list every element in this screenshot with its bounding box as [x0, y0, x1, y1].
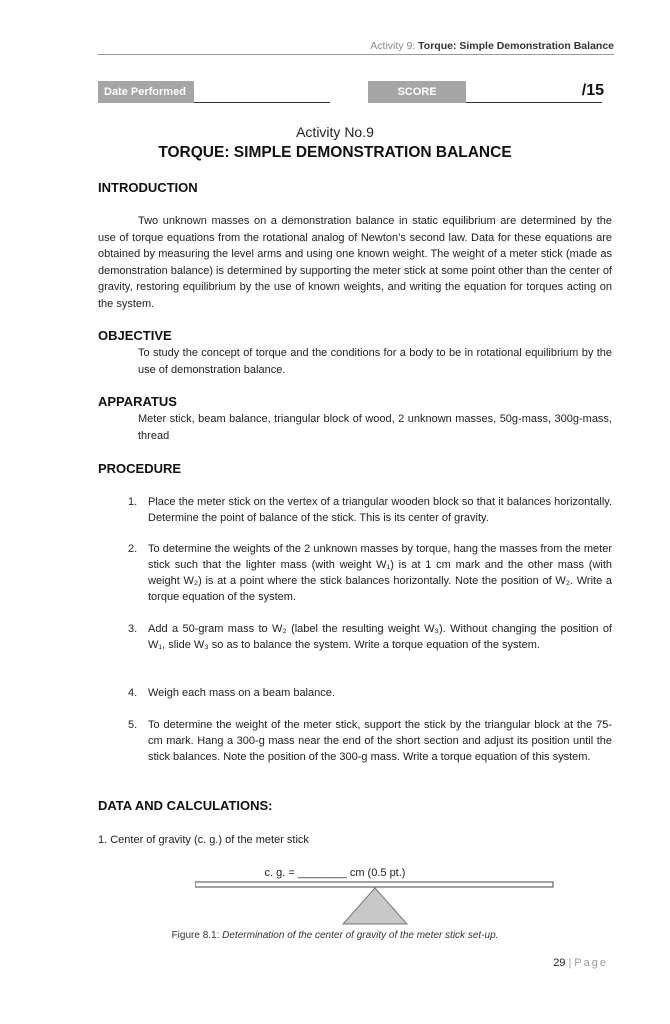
- procedure-step-number: 2.: [128, 543, 138, 555]
- page-title: TORQUE: SIMPLE DEMONSTRATION BALANCE: [158, 144, 512, 161]
- procedure-step-text: To determine the weights of the 2 unknown masses by torque, hang the masses from the meter stick such that the lighter mass (with weight W₁) is at 1 cm mark and the other mass (with weight W₂) is at a point where the stick balances horizontally. Note the position of W₂. Write a torque equation of the system.: [148, 543, 612, 603]
- objective-text: To study the concept of torque and the conditions for a body to be in rotational equilibrium by the use of demonstration balance.: [138, 347, 612, 376]
- triangular-block: [343, 888, 407, 924]
- procedure-step-text: Place the meter stick on the vertex of a triangular wooden block so that it balances horizontally. Determine the point of balance of the stick. This is its center of gravity.: [148, 496, 612, 524]
- date-performed-label: Date Performed: [98, 81, 194, 103]
- footer-separator: |: [568, 957, 572, 969]
- procedure-step-number: 4.: [128, 687, 138, 699]
- figure-caption-prefix: Figure 8.1:: [171, 930, 223, 941]
- meter-stick: [195, 882, 553, 887]
- procedure-step-4: [128, 685, 612, 701]
- header-title: Torque: Simple Demonstration Balance: [418, 40, 614, 52]
- page-footer: [553, 957, 608, 969]
- data-calculations-heading: DATA AND CALCULATIONS:: [98, 798, 273, 813]
- page-number: 29: [553, 957, 566, 969]
- center-of-gravity-blank: c. g. = ________ cm (0.5 pt.): [264, 867, 406, 879]
- objective-heading: OBJECTIVE: [98, 328, 172, 343]
- procedure-step-text: To determine the weight of the meter stick, support the stick by the triangular block at the 75-cm mark. Hang a 300-g mass near the end of the short section and adjust its position until the stick balances. Note the position of the 300-g mass. Write a torque equation of this system.: [148, 719, 612, 763]
- page-word: Page: [574, 957, 608, 969]
- score-row: [98, 81, 614, 103]
- score-total: /15: [581, 82, 604, 99]
- procedure-step-3: [128, 621, 612, 653]
- score-field: [466, 102, 602, 103]
- procedure-step-number: 5.: [128, 719, 138, 731]
- introduction-text: Two unknown masses on a demonstration balance in static equilibrium are determined by the use of torque equations from the rotational analog of Newton’s second law. Data for these equations are obtained by measuring the level arms and using one known weight. The weight of a meter stick (made as demonstration balance) is determined by supporting the meter stick at some point other than the center of gravity, restoring equilibrium by the use of known weights, and writing the equation for torques acting on the system.: [98, 215, 612, 310]
- procedure-step-1: [128, 494, 612, 526]
- running-header: [98, 40, 614, 55]
- apparatus-text: Meter stick, beam balance, triangular block of wood, 2 unknown masses, 50g-mass, 300g-mass, thread: [138, 413, 612, 442]
- procedure-step-5: [128, 717, 612, 765]
- procedure-step-2: [128, 541, 612, 605]
- procedure-heading: PROCEDURE: [98, 461, 182, 476]
- procedure-step-text: Add a 50-gram mass to W₂ (label the resulting weight W₃). Without changing the position of W₁, slide W₃ so as to balance the system. Write a torque equation of the system.: [148, 623, 612, 651]
- figure-caption: [0, 930, 670, 941]
- activity-number: Activity No.9: [296, 124, 374, 140]
- procedure-step-number: 1.: [128, 496, 138, 508]
- data-item-1: 1. Center of gravity (c. g.) of the meter stick: [98, 834, 309, 846]
- meter-stick-figure: [195, 880, 555, 928]
- date-performed-field: [194, 102, 330, 103]
- procedure-step-number: 3.: [128, 623, 138, 635]
- introduction-heading: INTRODUCTION: [98, 180, 198, 195]
- header-activity-prefix: Activity 9:: [370, 40, 419, 52]
- apparatus-heading: APPARATUS: [98, 394, 177, 409]
- figure-caption-text: Determination of the center of gravity of the meter stick set-up.: [222, 930, 499, 941]
- procedure-step-text: Weigh each mass on a beam balance.: [148, 687, 335, 699]
- score-label: SCORE: [368, 81, 466, 103]
